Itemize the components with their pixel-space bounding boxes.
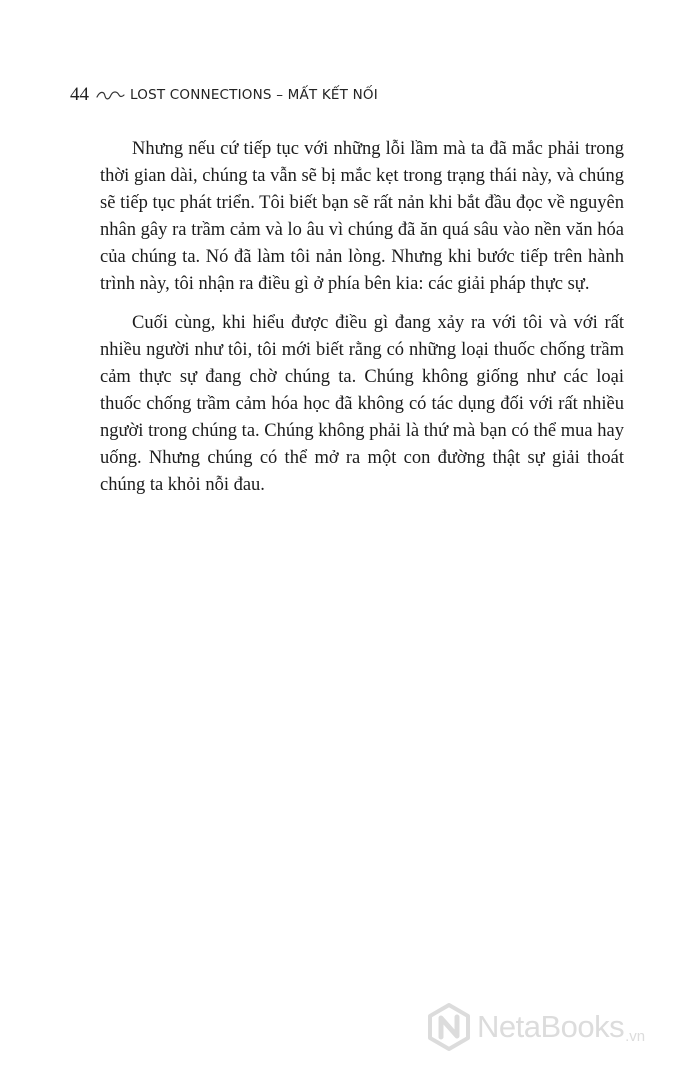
netabooks-logo-icon — [427, 1003, 471, 1051]
running-header — [70, 84, 378, 106]
page-number: 44 — [70, 84, 89, 105]
paragraph: Nhưng nếu cứ tiếp tục với những lỗi lầm mà ta đã mắc phải trong thời gian dài, chúng ta vẫn sẽ bị mắc kẹt trong trạng thái này, và chúng sẽ tiếp tục phát triển. Tôi biết bạn sẽ rất nản khi bắt đầu đọc về nguyên nhân gây ra trầm cảm và lo âu vì chúng đã ăn quá sâu vào nền văn hóa của chúng ta. Nó đã làm tôi nản lòng. Nhưng khi bước tiếp trên hành trình này, tôi nhận ra điều gì ở phía bên kia: các giải pháp thực sự. — [100, 139, 624, 294]
book-title: LOST CONNECTIONS – MẤT KẾT NỐI — [130, 87, 378, 103]
watermark-domain: .vn — [625, 1028, 646, 1045]
paragraph: Cuối cùng, khi hiểu được điều gì đang xảy ra với tôi và với rất nhiều người như tôi, tôi mới biết rằng có những loại thuốc chống trầm cảm thực sự đang chờ chúng ta. Chúng không giống như các loại thuốc chống trầm cảm hóa học đã không có tác dụng đối với rất nhiều người trong chúng ta. Chúng không phải là thứ mà bạn có thể mua hay uống. Nhưng chúng có thể mở ra một con đường thật sự giải thoát chúng ta khỏi nỗi đau. — [100, 313, 624, 495]
watermark-text: NetaBooks — [477, 1009, 625, 1044]
swash-ornament-icon — [95, 88, 125, 102]
body-text — [100, 136, 624, 511]
netabooks-watermark — [427, 1003, 645, 1051]
